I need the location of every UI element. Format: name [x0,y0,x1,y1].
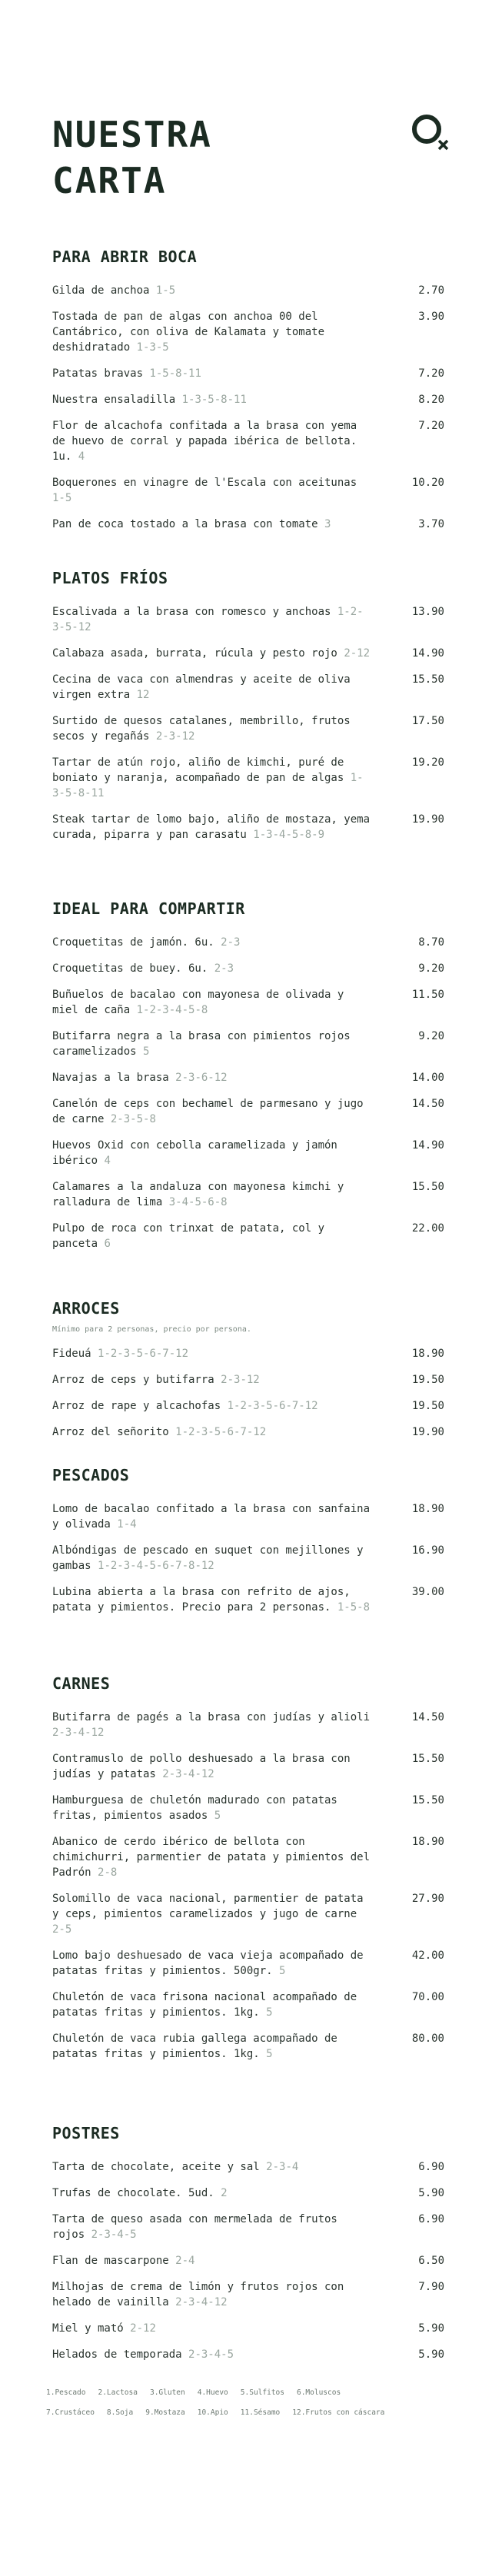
menu-item [52,2031,444,2062]
section-title: PLATOS FRÍOS [52,569,168,587]
section-arroces [52,1299,444,1451]
section-title: POSTRES [52,2124,120,2142]
menu-item-price: 5.90 [418,2348,444,2361]
legend-item: 2.Lactosa [98,2388,138,2397]
legend-item: 1.Pescado [46,2388,86,2397]
menu-item-allergens: 2-8 [98,1866,118,1879]
menu-item-allergens: 2 [221,2187,228,2199]
menu-item-price: 80.00 [411,2033,444,2045]
menu-item-price: 18.90 [411,1836,444,1848]
menu-item [52,2253,444,2269]
section-postres [52,2124,444,2373]
menu-item [52,604,444,635]
legend-item: 12.Frutos con cáscara [292,2408,385,2417]
menu-item-text [52,1948,375,1979]
menu-item-allergens: 1-5-8-11 [149,367,201,380]
menu-item-text [52,2347,375,2362]
menu-item-text [52,2185,375,2201]
menu-item-name: Contramuslo de pollo deshuesado a la brasa con judías y patatas [52,1753,351,1780]
menu-item [52,2321,444,2336]
section-title: PESCADOS [52,1466,130,1484]
menu-item [52,2159,444,2175]
menu-item [52,1070,444,1085]
menu-item-text [52,1096,375,1127]
menu-item-allergens: 5 [266,2048,273,2060]
menu-item [52,1138,444,1168]
section-note: Mínimo para 2 personas, precio por persona. [52,1325,251,1334]
menu-item-text [52,935,375,950]
menu-item-text [52,672,375,703]
menu-item [52,2212,444,2242]
menu-item-price: 15.50 [411,673,444,686]
menu-item-name: Tostada de pan de algas con anchoa 00 del Cantábrico, con oliva de Kalamata y tomate deshidratado [52,311,325,354]
menu-item-text [52,1793,375,1823]
section-title: ARROCES [52,1299,120,1318]
menu-item-text [52,1179,375,1210]
menu-item-allergens: 5 [143,1045,150,1058]
menu-item-name: Flor de alcachofa confitada a la brasa con yema de huevo de corral y papada ibérica de bellota. 1u. [52,420,357,463]
menu-item [52,1751,444,1782]
title-line-2: CARTA [52,160,167,201]
section-abrir-boca [52,248,444,543]
menu-item-allergens: 1-3-5-8-11 [181,394,247,406]
menu-item-name: Nuestra ensaladilla [52,394,176,406]
legend-item: 6.Moluscos [296,2388,341,2397]
legend-item: 5.Sulfitos [240,2388,284,2397]
menu-item-price: 19.20 [411,756,444,769]
menu-item-allergens: 3-4-5-6-8 [168,1196,228,1208]
menu-item [52,1501,444,1532]
menu-item-name: Canelón de ceps con bechamel de parmesano y jugo de carne [52,1098,364,1125]
menu-item-name: Butifarra negra a la brasa con pimientos rojos caramelizados [52,1030,351,1058]
menu-item-allergens: 1-5 [155,284,176,297]
menu-item-price: 22.00 [411,1222,444,1235]
menu-item-price: 18.90 [411,1348,444,1360]
menu-item-allergens: 2-3-4-5 [91,2229,137,2241]
menu-item [52,755,444,801]
legend-item: 8.Soja [106,2408,134,2417]
legend-item: 9.Mostaza [145,2408,185,2417]
section-compartir [52,899,444,1262]
menu-item-text [52,475,375,506]
menu-item-text [52,1221,375,1251]
menu-item-name: Steak tartar de lomo bajo, aliño de mostaza, yema curada, piparra y pan carasatu [52,813,371,841]
menu-item-price: 27.90 [411,1893,444,1905]
menu-item-price: 14.90 [411,647,444,660]
menu-item-allergens: 5 [266,2006,273,2019]
menu-item-text [52,2031,375,2062]
menu-item [52,713,444,744]
menu-item-name: Tarta de chocolate, aceite y sal [52,2161,260,2173]
menu-item-name: Arroz de rape y alcachofas [52,1400,221,1412]
menu-item-name: Chuletón de vaca rubia gallega acompañado de patatas fritas y pimientos. 1kg. [52,2033,337,2060]
menu-item-allergens: 1-2-3-5-6-7-12 [175,1426,267,1438]
menu-item-name: Tarta de queso asada con mermelada de frutos rojos [52,2213,337,2241]
menu-item-name: Lomo de bacalao confitado a la brasa con sanfaina y olivada [52,1503,371,1531]
menu-item-name: Calamares a la andaluza con mayonesa kimchi y ralladura de lima [52,1181,344,1208]
menu-item [52,1710,444,1740]
item-list [52,935,444,1251]
menu-item [52,1346,444,1361]
menu-item-name: Boquerones en vinagre de l'Escala con aceitunas [52,477,357,489]
menu-item-allergens: 2-5 [52,1923,72,1936]
menu-item-text [52,1543,375,1574]
menu-item-price: 14.90 [411,1139,444,1152]
menu-item-allergens: 1-2-3-5-6-7-12 [98,1348,189,1360]
menu-item-price: 3.70 [418,518,444,530]
menu-item-price: 5.90 [418,2322,444,2335]
menu-item-price: 42.00 [411,1949,444,1962]
menu-item-price: 19.90 [411,813,444,826]
menu-item-name: Butifarra de pagés a la brasa con judías y alioli [52,1711,371,1723]
menu-item-text [52,812,375,843]
menu-item [52,1221,444,1251]
page-title [52,111,452,204]
menu-item [52,517,444,532]
menu-item-allergens: 2-3-4-5 [188,2348,234,2361]
menu-item-text [52,1501,375,1532]
menu-item [52,812,444,843]
menu-item-allergens: 2-3-12 [221,1374,260,1386]
menu-item-allergens: 3 [324,518,331,530]
menu-item-name: Pan de coca tostado a la brasa con tomate [52,518,318,530]
menu-item-price: 14.50 [411,1711,444,1723]
menu-item-name: Arroz del señorito [52,1426,169,1438]
menu-item-allergens: 1-5-8 [337,1601,371,1614]
menu-item-price: 13.90 [411,606,444,618]
menu-item-text [52,1710,375,1740]
menu-item [52,1989,444,2020]
menu-item [52,1424,444,1440]
menu-item-text [52,604,375,635]
menu-item [52,1179,444,1210]
menu-item-allergens: 2-3-4-12 [175,2296,228,2308]
menu-item-text [52,283,375,298]
menu-item-price: 5.90 [418,2187,444,2199]
menu-item-name: Albóndigas de pescado en suquet con mejillones y gambas [52,1544,364,1572]
menu-item-allergens: 1-3-5 [136,341,169,354]
menu-item [52,1398,444,1414]
menu-item-name: Tartar de atún rojo, aliño de kimchi, puré de boniato y naranja, acompañado de pan de algas [52,756,344,784]
menu-item [52,1029,444,1059]
menu-item [52,283,444,298]
menu-item-allergens: 1-2-3-4-5-8 [136,1004,208,1016]
menu-item-name: Navajas a la brasa [52,1072,169,1084]
menu-item-text [52,2253,375,2269]
menu-item-price: 15.50 [411,1753,444,1765]
menu-item-name: Miel y mató [52,2322,124,2335]
menu-item-text [52,1070,375,1085]
allergen-legend [46,2383,446,2423]
menu-item-name: Patatas bravas [52,367,144,380]
menu-item-name: Chuletón de vaca frisona nacional acompañado de patatas fritas y pimientos. 1kg. [52,1991,357,2019]
menu-item-allergens: 1-3-5-8-11 [52,772,364,799]
menu-item [52,418,444,464]
menu-item-name: Milhojas de crema de limón y frutos rojos con helado de vainilla [52,2281,344,2308]
menu-item-allergens: 4 [104,1155,111,1167]
menu-item-allergens: 6 [104,1238,111,1250]
menu-item-text [52,309,375,355]
menu-item-name: Gilda de anchoa [52,284,150,297]
menu-item-price: 6.90 [418,2161,444,2173]
menu-item-allergens: 2-3-4 [266,2161,299,2173]
menu-item-text [52,2321,375,2336]
menu-item-text [52,1751,375,1782]
menu-item [52,2185,444,2201]
menu-item-allergens: 1-2-3-5-6-7-12 [227,1400,318,1412]
menu-item [52,392,444,407]
menu-item [52,1584,444,1615]
oxid-logo-icon [409,111,452,155]
menu-item-allergens: 12 [136,689,150,701]
menu-item-name: Cecina de vaca con almendras y aceite de oliva virgen extra [52,673,351,701]
section-platos-frios [52,569,444,853]
menu-item-text [52,366,375,381]
menu-item-allergens: 1-2-3-5-12 [52,606,364,633]
menu-item-name: Flan de mascarpone [52,2255,169,2267]
menu-item-price: 17.50 [411,715,444,727]
menu-item-text [52,1424,375,1440]
menu-item [52,672,444,703]
menu-item-price: 9.20 [418,1030,444,1042]
menu-item [52,1948,444,1979]
menu-item [52,1096,444,1127]
menu-item-price: 14.50 [411,1098,444,1110]
menu-item-price: 6.50 [418,2255,444,2267]
menu-item-name: Hamburguesa de chuletón madurado con patatas fritas, pimientos asados [52,1794,337,1822]
menu-item-name: Huevos Oxid con cebolla caramelizada y jamón ibérico [52,1139,337,1167]
menu-item-name: Buñuelos de bacalao con mayonesa de olivada y miel de caña [52,989,344,1016]
menu-item-text [52,961,375,976]
menu-item [52,646,444,661]
menu-item [52,1891,444,1937]
menu-item-price: 3.90 [418,311,444,323]
menu-item-text [52,646,375,661]
menu-item-name: Fideuá [52,1348,91,1360]
menu-item-allergens: 2-12 [130,2322,156,2335]
menu-item-text [52,1372,375,1388]
menu-item-text [52,1989,375,2020]
menu-item-price: 70.00 [411,1991,444,2003]
menu-item-price: 8.20 [418,394,444,406]
menu-item [52,935,444,950]
menu-item-text [52,517,375,532]
menu-item-price: 7.20 [418,420,444,432]
menu-item-allergens: 5 [279,1965,286,1977]
menu-item-name: Abanico de cerdo ibérico de bellota con chimichurri, parmentier de patata y pimientos del Padrón [52,1836,371,1879]
item-list [52,1710,444,2062]
menu-item-price: 16.90 [411,1544,444,1557]
menu-item-price: 19.50 [411,1400,444,1412]
menu-item-price: 19.90 [411,1426,444,1438]
menu-item [52,1793,444,1823]
menu-item-name: Trufas de chocolate. 5ud. [52,2187,214,2199]
item-list [52,283,444,532]
menu-item-price: 7.20 [418,367,444,380]
legend-item: 11.Sésamo [240,2408,281,2417]
menu-item-allergens: 2-3-5-8 [110,1113,156,1125]
menu-item-price: 7.90 [418,2281,444,2293]
menu-item-price: 18.90 [411,1503,444,1515]
legend-item: 3.Gluten [149,2388,185,2397]
menu-item-allergens: 1-4 [117,1518,137,1531]
menu-item [52,1834,444,1880]
menu-item-allergens: 5 [214,1810,221,1822]
section-title: PARA ABRIR BOCA [52,248,198,266]
menu-item-name: Surtido de quesos catalanes, membrillo, frutos secos y regañás [52,715,351,743]
menu-item-text [52,1891,375,1937]
menu-item [52,2279,444,2310]
menu-item-price: 6.90 [418,2213,444,2225]
section-carnes [52,1674,444,2072]
menu-item-price: 15.50 [411,1181,444,1193]
menu-item [52,1543,444,1574]
menu-item-text [52,2212,375,2242]
menu-item-name: Lomo bajo deshuesado de vaca vieja acompañado de patatas fritas y pimientos. 500gr. [52,1949,364,1977]
menu-item-text [52,1584,375,1615]
menu-item-allergens: 4 [78,450,85,463]
section-title: IDEAL PARA COMPARTIR [52,899,245,918]
menu-item-price: 10.20 [411,477,444,489]
menu-item [52,309,444,355]
menu-item-name: Calabaza asada, burrata, rúcula y pesto rojo [52,647,337,660]
menu-item-price: 11.50 [411,989,444,1001]
menu-item-text [52,1029,375,1059]
menu-item-price: 9.20 [418,962,444,975]
menu-item-price: 19.50 [411,1374,444,1386]
menu-item-allergens: 2-3-4-12 [162,1768,214,1780]
menu-item [52,475,444,506]
menu-item-name: Pulpo de roca con trinxat de patata, col y panceta [52,1222,325,1250]
menu-item-text [52,987,375,1018]
menu-item-allergens: 2-3-12 [155,730,195,743]
menu-item-text [52,392,375,407]
menu-item-price: 15.50 [411,1794,444,1807]
menu-item-name: Croquetitas de buey. 6u. [52,962,208,975]
menu-item-text [52,1138,375,1168]
section-pescados [52,1466,444,1626]
menu-item-text [52,2159,375,2175]
menu-item-text [52,1346,375,1361]
menu-item-allergens: 1-5 [52,492,72,504]
header [52,111,452,211]
menu-item-text [52,2279,375,2310]
section-title: CARNES [52,1674,111,1693]
menu-item-price: 2.70 [418,284,444,297]
menu-item-name: Escalivada a la brasa con romesco y anchoas [52,606,331,618]
menu-item-text [52,713,375,744]
menu-item-name: Helados de temporada [52,2348,182,2361]
menu-item [52,1372,444,1388]
menu-item [52,2347,444,2362]
menu-item-price: 8.70 [418,936,444,949]
menu-item-text [52,418,375,464]
menu-item-name: Solomillo de vaca nacional, parmentier de patata y ceps, pimientos caramelizados y jugo de carne [52,1893,364,1920]
menu-item-allergens: 1-2-3-4-5-6-7-8-12 [98,1560,214,1572]
menu-item [52,961,444,976]
menu-item-name: Lubina abierta a la brasa con refrito de ajos, patata y pimientos. Precio para 2 personas. [52,1586,351,1614]
title-line-1: NUESTRA [52,114,212,155]
menu-item-price: 39.00 [411,1586,444,1598]
menu-item-allergens: 2-12 [344,647,371,660]
legend-item: 7.Crustáceo [46,2408,95,2417]
menu-item-name: Arroz de ceps y butifarra [52,1374,214,1386]
menu-item-text [52,1834,375,1880]
menu-item-name: Croquetitas de jamón. 6u. [52,936,214,949]
item-list [52,1346,444,1440]
menu-item-price: 14.00 [411,1072,444,1084]
menu-item [52,987,444,1018]
menu-item-allergens: 2-4 [175,2255,195,2267]
menu-item-text [52,1398,375,1414]
legend-item: 10.Apio [197,2408,228,2417]
item-list [52,2159,444,2362]
menu-item-text [52,755,375,801]
menu-item-allergens: 2-3-6-12 [175,1072,228,1084]
item-list [52,1501,444,1615]
item-list [52,604,444,843]
menu-item-allergens: 2-3 [214,962,234,975]
menu-item [52,366,444,381]
legend-item: 4.Huevo [197,2388,228,2397]
menu-item-allergens: 2-3 [221,936,241,949]
menu-item-allergens: 1-3-4-5-8-9 [253,829,325,841]
menu-item-allergens: 2-3-4-12 [52,1727,105,1739]
